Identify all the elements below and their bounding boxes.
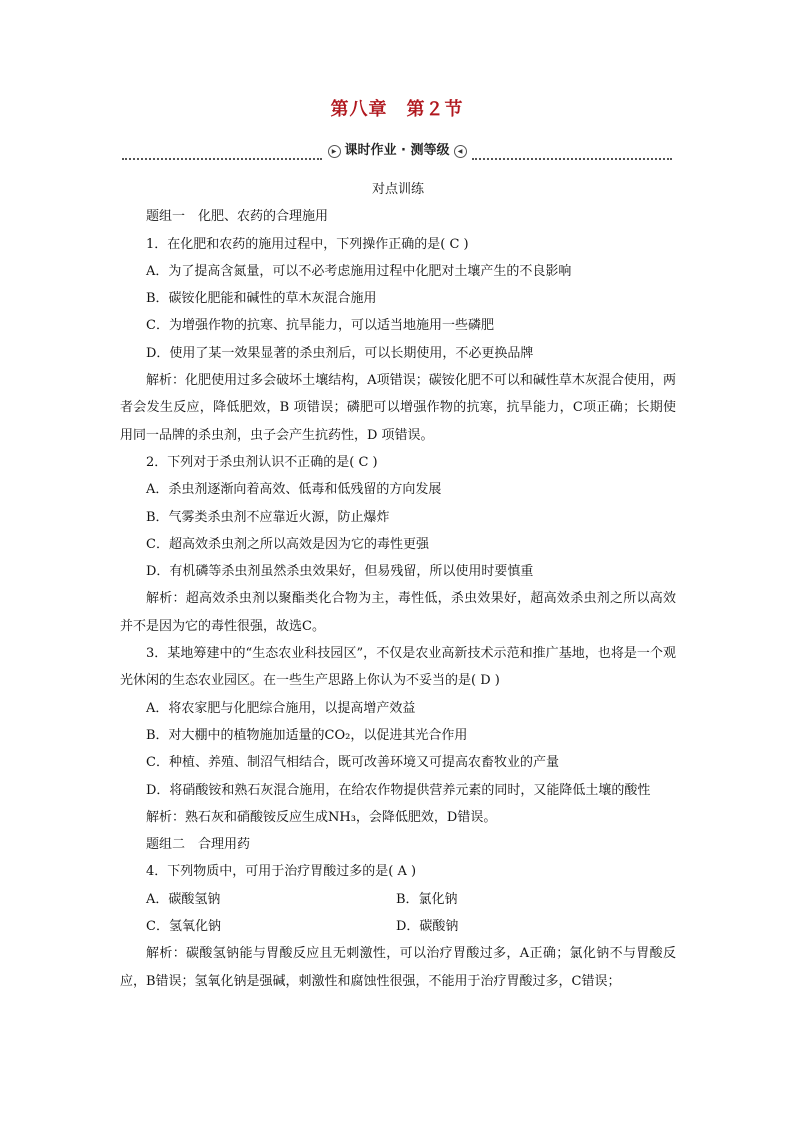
analysis: 解析：熟石灰和硝酸铵反应生成NH₃，会降低肥效，D错误。 (146, 809, 497, 825)
document-body (120, 176, 676, 995)
question-stem: 2．下列对于杀虫剂认识不正确的是( C ) (146, 454, 378, 470)
option-b: B．碳铵化肥能和碱性的草木灰混合施用 (146, 291, 377, 307)
analysis: 解析：超高效杀虫剂以聚酯类化合物为主，毒性低，杀虫效果好，超高效杀虫剂之所以高效并不是因为它的毒性很强，故选C。 (120, 591, 676, 634)
options-row (120, 886, 676, 913)
option-a: A．为了提高含氮量，可以不必考虑施用过程中化肥对土壤产生的不良影响 (146, 263, 572, 279)
play-left-icon: ◀ (454, 145, 467, 158)
option-c: C．超高效杀虫剂之所以高效是因为它的毒性更强 (146, 536, 429, 552)
section-title: 对点训练 (371, 182, 424, 197)
dotted-rule-left (122, 158, 322, 160)
option-d: D．将硝酸铵和熟石灰混合施用，在给农作物提供营养元素的同时，又能降低土壤的酸性 (146, 782, 651, 798)
homework-banner (122, 138, 672, 160)
option-b: B．对大棚中的植物施加适量的CO₂，以促进其光合作用 (146, 727, 468, 743)
option-a: A．将农家肥与化肥综合施用，以提高增产效益 (146, 700, 416, 716)
option-d: D．有机磷等杀虫剂虽然杀虫效果好，但易残留，所以使用时要慎重 (146, 564, 534, 580)
analysis: 解析：化肥使用过多会破坏土壤结构，A项错误；碳铵化肥不可以和碱性草木灰混合使用，两者会发生反应，降低肥效，B 项错误；磷肥可以增强作物的抗寒，抗旱能力，C项正确；长期使用同一品牌的杀虫剂，虫子会产生抗药性，D 项错误。 (120, 373, 676, 443)
banner-label (322, 139, 472, 158)
option-d: D．使用了某一效果显著的杀虫剂后，可以长期使用，不必更换品牌 (146, 345, 534, 361)
option-c: C．种植、养殖、制沼气相结合，既可改善环境又可提高农畜牧业的产量 (146, 755, 559, 771)
option-a: A．碳酸氢钠 (146, 891, 221, 907)
option-b: B．气雾类杀虫剂不应靠近火源，防止爆炸 (146, 509, 390, 525)
option-d: D．碳酸钠 (396, 919, 459, 935)
question-stem: 3．某地筹建中的“生态农业科技园区”，不仅是农业高新技术示范和推广基地，也将是一个观光休闲的生态农业园区。在一些生产思路上你认为不妥当的是( D ) (120, 646, 676, 689)
option-c: C．为增强作物的抗寒、抗旱能力，可以适当地施用一些磷肥 (146, 318, 494, 334)
group-heading: 题组二 合理用药 (146, 837, 251, 853)
group-heading: 题组一 化肥、农药的合理施用 (146, 209, 329, 225)
play-right-icon: ▶ (328, 145, 341, 158)
dotted-rule-right (472, 158, 672, 160)
options-row (120, 913, 676, 940)
banner-text: 课时作业 · 测等级 (344, 143, 450, 158)
question-stem: 4．下列物质中，可用于治疗胃酸过多的是( A ) (146, 864, 417, 880)
question-stem: 1．在化肥和农药的施用过程中，下列操作正确的是( C ) (146, 236, 469, 252)
chapter-title: 第八章 第２节 (330, 99, 464, 120)
analysis: 解析：碳酸氢钠能与胃酸反应且无刺激性，可以治疗胃酸过多，A正确；氯化钠不与胃酸反应，B错误；氢氧化钠是强碱，刺激性和腐蚀性很强，不能用于治疗胃酸过多，C错误； (120, 946, 676, 989)
option-a: A．杀虫剂逐渐向着高效、低毒和低残留的方向发展 (146, 482, 442, 498)
option-c: C．氢氧化钠 (146, 919, 221, 935)
option-b: B．氯化钠 (396, 891, 458, 907)
